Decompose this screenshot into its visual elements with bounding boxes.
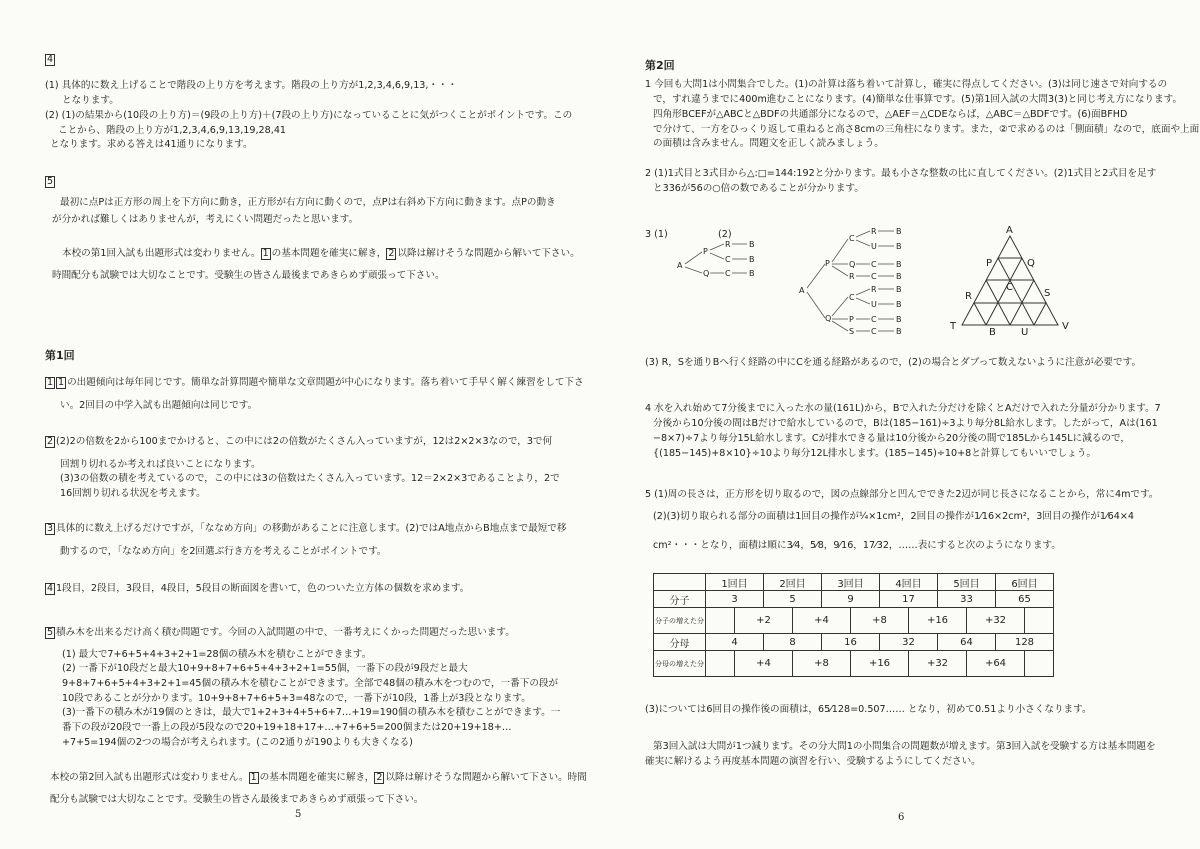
r3-label-1: 3 (1) — [645, 229, 668, 240]
area-progression-table — [653, 573, 1054, 677]
tree2-end: B — [896, 327, 902, 336]
q1-line-2: い。2回目の中学入試も出題傾向は同じです。 — [60, 400, 258, 411]
q5-line-6: (3)一番下の積み木が19個のときは，最大で1+2+3+4+5+6+7…+19=190個の積み木を積むことができます。一 — [62, 707, 561, 718]
table-cell: 9 — [822, 591, 880, 608]
s4-line-2: となります。 — [62, 95, 119, 106]
table-cell: 17 — [880, 591, 938, 608]
table-cell: +16 — [851, 651, 909, 677]
tree2-end: B — [896, 315, 902, 324]
triangle-grid-diagram — [945, 222, 1080, 340]
tree2-end: B — [896, 272, 902, 281]
q3-line-1: 3 具体的に数え上げるだけですが，「ななめ方向」の移動があることに注意します。(2)ではA地点からB地点まで最短で移 — [47, 523, 567, 534]
tree2-leaf: C — [871, 327, 877, 336]
r4-line-4: {(185−145)+8×10}÷10より毎分12L排水します。(185−145)÷10+8と計算してもいいでしょう。 — [653, 448, 1096, 459]
tri-label-a: A — [1006, 225, 1013, 236]
table-row — [654, 574, 1054, 591]
q3-line-2: 動するので，「ななめ方向」を2回選ぶ行き方を考えることがポイントです。 — [60, 546, 387, 557]
table-cell: 3 — [706, 591, 764, 608]
section-4-number: 4 — [47, 54, 54, 65]
table-row — [654, 651, 1054, 677]
tree-diagram-2 — [798, 222, 913, 342]
section-5-number: 5 — [47, 176, 54, 187]
table-cell: 5回目 — [938, 574, 996, 591]
tri-label-r: R — [965, 291, 972, 302]
table-cell: 65 — [996, 591, 1054, 608]
tree1-node-r: R — [725, 240, 731, 249]
outro-right-line-2: 確実に解けるよう再度基本問題の演習を行い、受験するようにしてください。 — [645, 756, 981, 767]
table-cell: 4 — [706, 634, 764, 651]
tri-label-u: U — [1021, 327, 1029, 338]
table-cell: 分子 — [654, 591, 706, 608]
r4-line-3: −8×7)÷7より毎分15L給水します。Cが排水できる量は10分後から20分後の間で185Lから145Lに減るので， — [653, 433, 1130, 444]
table-cell: 3回目 — [822, 574, 880, 591]
tri-label-q: Q — [1027, 258, 1035, 269]
tri-label-t: T — [950, 321, 957, 332]
q1-line-1: 1 1 の出題傾向は毎年同じです。簡単な計算問題や簡単な文章問題が中心になります。落ち着いて手早く解く練習をして下さ — [47, 377, 584, 388]
table-cell: 4回目 — [880, 574, 938, 591]
q5-line-1: 5 積み木を出来るだけ高く積む問題です。今回の入試問題の中で、一番考えにくかった問題だった思います。 — [47, 627, 515, 638]
outro1-line-1: 本校の第1回入試も出題形式は変わりません。 1 の基本問題を確実に解き， 2 以降は解けそうな問題から解いて下さい。 — [62, 248, 580, 259]
tree1-node-q: Q — [703, 269, 710, 278]
tri-label-b: B — [989, 327, 996, 338]
table-cell: +8 — [793, 651, 851, 677]
q2-line-1: 2 (2)2の倍数を2から100までかけると、この中には2の倍数がたくさん入っていますが，12は2×2×3なので，3で何 — [47, 436, 553, 447]
table-cell: +64 — [967, 651, 1025, 677]
q5-line-8: +7+5=194個の2つの場合が考えられます。(この2通りが190よりも大きくなる) — [62, 737, 413, 748]
q5-line-4: 9+8+7+6+5+4+3+2+1=45個の積み木を積むことができます。全部で48個の積み木をつむので，一番下の段が — [62, 678, 559, 689]
tree1-node-c1: C — [725, 255, 731, 264]
s5-line-2: が分かれば難しくはありませんが，考えにくい問題だったと思います。 — [52, 214, 359, 225]
table-cell: 5 — [764, 591, 822, 608]
tree2-leaf: C — [871, 315, 877, 324]
tree2-end: B — [896, 242, 902, 251]
r1-line-5: の面積は含みません。問題文を正しく読みましょう。 — [653, 138, 884, 149]
r5-line-2: (2)(3)切り取られる部分の面積は1回目の操作が¼×1cm²，2回目の操作が1⁄16×2cm²，3回目の操作が1⁄64×4 — [653, 511, 1134, 522]
table-cell: +4 — [735, 651, 793, 677]
tree2-mid: Q — [849, 260, 856, 269]
tree2-leaf: R — [871, 285, 877, 294]
tree2-end: B — [896, 300, 902, 309]
outro-right-line-1: 第3回入試は大問が1つ減ります。その分大問1の小問集合の問題数が増えます。第3回入試を受験する方は基本問題を — [653, 741, 1156, 752]
tree2-end: B — [896, 285, 902, 294]
tree2-end: B — [896, 260, 902, 269]
r4-line-2: 分後から10分後の間はBだけで給水しているので，Bは(185−161)÷3より毎分8L給水します。したがって，Aは(161 — [653, 418, 1158, 429]
s4-line-3: (2) (1)の結果から(10段の上り方)＝(9段の上り方)＋(7段の上り方)になっていることに気がつくことがポイントです。この — [45, 110, 573, 121]
dai2-heading: 第2回 — [645, 59, 675, 72]
table-cell: 8 — [764, 634, 822, 651]
page-number-6: 6 — [898, 812, 905, 823]
table-cell: 2回目 — [764, 574, 822, 591]
tri-label-c: C — [1006, 282, 1013, 293]
tree2-end: B — [896, 227, 902, 236]
q4-line-1: 4 1段目，2段目，3段目，4段目，5段目の断面図を書いて，色のついた立方体の個数を求めます。 — [47, 583, 470, 594]
tri-label-v: V — [1062, 321, 1069, 332]
table-cell: 64 — [938, 634, 996, 651]
table-cell — [706, 651, 735, 677]
q5-line-5: 10段であることが分かります。10+9+8+7+6+5+3=48なので，一番下が10段，1番上が3段となります。 — [62, 693, 531, 704]
q2-line-4: 16回割り切れる状況を考えます。 — [60, 488, 206, 499]
s4-line-5: となります。求める答えは41通りになります。 — [50, 139, 253, 150]
tree-diagram-1 — [675, 236, 765, 284]
q2-line-2: 回割り切れるか考えれば良いことになります。 — [60, 459, 261, 470]
table-row — [654, 608, 1054, 634]
outro2-line-1: 本校の第2回入試も出題形式は変わりません。 1 の基本問題を確実に解き， 2 以降は解けそうな問題から解いて下さい。時間 — [50, 772, 587, 783]
outro1-line-2: 時間配分も試験では大切なことです。受験生の皆さん最後まであきらめず頑張って下さい。 — [52, 270, 445, 281]
q5-line-7: 番下の段が20段で一番上の段が5段なので20+19+18+17+…+7+6+5=200個または20+19+18+… — [62, 722, 512, 733]
table-cell: 33 — [938, 591, 996, 608]
tree1-leaf-b1: B — [749, 240, 755, 249]
tri-label-p: P — [986, 258, 993, 269]
s4-line-1: (1) 具体的に数え上げることで階段の上り方を考えます。階段の上り方が1,2,3,4,6,9,13,・・・ — [45, 80, 458, 91]
table-cell: 128 — [996, 634, 1054, 651]
r3-label-2: (2) — [718, 229, 732, 240]
table-cell — [654, 574, 706, 591]
tree2-mid: R — [849, 272, 855, 281]
table-cell: 1回目 — [706, 574, 764, 591]
r1-line-1: 1 今回も大問1は小問集合でした。(1)の計算は落ち着いて計算し，確実に得点してください。(3)は同じ速さで対向するの — [645, 79, 1168, 90]
table-cell: 32 — [880, 634, 938, 651]
tree2-leaf: C — [871, 260, 877, 269]
outro2-line-2: 配分も試験では大切なことです。受験生の皆さん最後まであきらめず頑張って下さい。 — [50, 794, 424, 805]
table-cell: +2 — [735, 608, 793, 634]
r5-line-3: cm²・・・となり，面積は順に3⁄4，5⁄8，9⁄16，17⁄32，……表にすると次のようになります。 — [653, 540, 1061, 551]
table-cell: +32 — [909, 651, 967, 677]
table-row — [654, 634, 1054, 651]
r2-line-1: 2 (1)1式目と3式目から△:□=144:192と分かります。最も小さな整数の比に直してください。(2)1式目と2式目を足す — [645, 168, 1157, 179]
table-row — [654, 591, 1054, 608]
tree1-node-c2: C — [725, 269, 731, 278]
right-page — [600, 0, 1200, 849]
q2-line-3: (3)3の倍数の積を考えているので，この中には3の倍数はたくさん入っています。12＝2×2×3であることより，2で — [60, 473, 560, 484]
tree2-mid: C — [849, 234, 855, 243]
table-cell: 16 — [822, 634, 880, 651]
s5-line-1: 最初に点Pは正方形の周上を下方向に動き，正方形が右方向に動くので，点Pは右斜め下方向に動きます。点Pの動き — [60, 197, 556, 208]
tree1-leaf-b3: B — [749, 269, 755, 278]
q5-line-3: (2) 一番下が10段だと最大10+9+8+7+6+5+4+3+2+1=55個，一番下の段が9段だと最大 — [62, 663, 468, 674]
table-cell: +8 — [851, 608, 909, 634]
tree2-node-a: A — [799, 286, 805, 295]
table-cell — [1025, 608, 1054, 634]
table-cell: +32 — [967, 608, 1025, 634]
tree2-node-q: Q — [825, 314, 832, 323]
tri-label-s: S — [1044, 288, 1051, 299]
tree1-leaf-b2: B — [749, 255, 755, 264]
r4-line-1: 4 水を入れ始めて7分後までに入った水の量(161L)から，Bで入れた分だけを除くとAだけで入れた分量が分かります。7 — [645, 403, 1161, 414]
tree2-leaf: U — [871, 300, 877, 309]
r6-line: (3)については6回目の操作後の面積は，65⁄128=0.507…… となり，初めて0.51より小さくなります。 — [645, 704, 1092, 715]
table-cell: +4 — [793, 608, 851, 634]
r3-note: (3) R，Sを通りBへ行く経路の中にCを通る経路があるので，(2)の場合とダブって数えないように注意が必要です。 — [645, 357, 1142, 368]
tree2-leaf: U — [871, 242, 877, 251]
table-cell — [1025, 651, 1054, 677]
tree1-node-a: A — [677, 261, 683, 270]
page-number-5: 5 — [295, 809, 302, 820]
r1-line-4: で分けて、一方をひっくり返して重ねると高さ8cmの三角柱になります。また，②で求めるのは「側面積」なので，底面や上面 — [653, 124, 1200, 135]
tree1-node-p: P — [703, 247, 708, 256]
r2-line-2: と336が56の○倍の数であることが分かります。 — [653, 183, 864, 194]
r1-line-3: 四角形BCEFが△ABCと△BDFの共通部分になるので，△AEF＝△CDEならば，△ABC＝△BDFです。(6)面BFHD — [653, 109, 1128, 120]
r1-line-2: で，すれ違うまでに400m進むことになります。(4)簡単な仕事算です。(5)第1回入試の大問3(3)と同じ考え方になります。 — [653, 94, 1183, 105]
table-cell: +16 — [909, 608, 967, 634]
dai1-heading: 第1回 — [45, 349, 75, 362]
table-cell: 分母 — [654, 634, 706, 651]
table-cell — [706, 608, 735, 634]
tree2-leaf: R — [871, 227, 877, 236]
q5-line-2: (1) 最大で7+6+5+4+3+2+1=28個の積み木を積むことができます。 — [62, 649, 372, 660]
table-cell: 6回目 — [996, 574, 1054, 591]
tree2-mid: C — [849, 293, 855, 302]
table-cell: 分母の増えた分 — [654, 651, 706, 677]
tree2-mid: P — [849, 315, 854, 324]
r5-line-1: 5 (1)周の長さは，正方形を切り取るので，図の点線部分と凹んでできた2辺が同じ長さになることから，常に4mです。 — [645, 489, 1159, 500]
tree2-node-p: P — [825, 259, 830, 268]
tree2-leaf: C — [871, 272, 877, 281]
s4-line-4: ことから、階段の上り方が1,2,3,4,6,9,13,19,28,41 — [58, 125, 287, 136]
tree2-mid: S — [849, 327, 855, 336]
table-cell: 分子の増えた分 — [654, 608, 706, 634]
